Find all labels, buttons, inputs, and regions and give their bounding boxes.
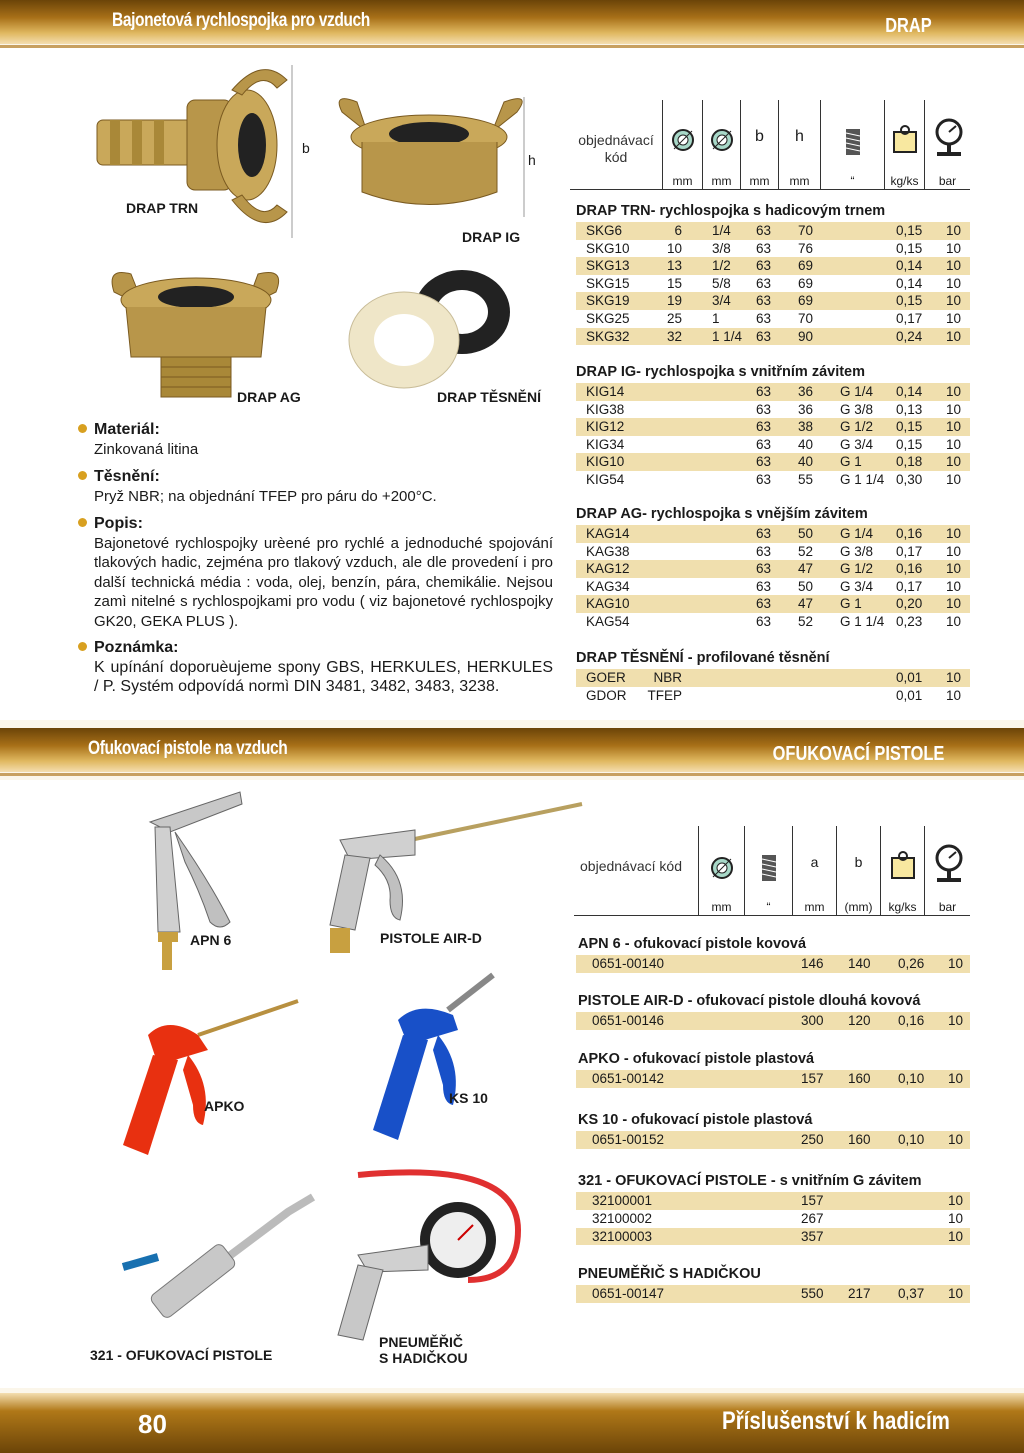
- table-row: [576, 613, 970, 631]
- table2-section-title: APN 6 - ofukovací pistole kovová: [578, 936, 807, 952]
- desc-heading: Popis:: [78, 514, 553, 534]
- desc-seal: [78, 467, 553, 506]
- table-cell: G 1/4: [840, 384, 874, 399]
- table1-section-title: DRAP AG- rychlospojka s vnějším závitem: [576, 506, 868, 522]
- table-cell: 120: [848, 1013, 871, 1028]
- unit-label: (mm): [844, 900, 873, 914]
- table-cell: KAG14: [586, 526, 630, 541]
- order-code-label: objednávací kód: [580, 858, 682, 874]
- table-cell: SKG25: [586, 311, 630, 326]
- table-cell: 10: [948, 1286, 964, 1301]
- table-row: [576, 1070, 970, 1088]
- table-row: [576, 595, 970, 613]
- table-cell: 70: [798, 223, 814, 238]
- table-cell: 13: [666, 258, 682, 274]
- desc-material: [78, 420, 553, 459]
- table-cell: 300: [801, 1013, 824, 1028]
- table-cell: 0,14: [896, 258, 923, 274]
- table-cell: 15: [666, 275, 682, 291]
- outer-diameter-icon: [671, 128, 695, 152]
- table-cell: 10: [946, 472, 962, 487]
- table-cell: 160: [848, 1132, 871, 1147]
- caption-drap-ag: DRAP AG: [237, 389, 301, 405]
- section-title: Bajonetová rychlospojka pro vzduch: [112, 10, 370, 31]
- caption-ks10: KS 10: [449, 1090, 488, 1106]
- desc-heading: Těsnění:: [78, 467, 553, 487]
- table-cell: 10: [946, 223, 962, 238]
- drap-ag-image: [106, 262, 286, 402]
- col-pressure: [924, 826, 970, 916]
- table-row: [576, 1228, 970, 1246]
- table-cell: 146: [801, 956, 824, 971]
- table-cell: 0,15: [896, 240, 923, 256]
- desc-text: Zinkovaná litina: [94, 440, 199, 458]
- table-cell: G 1: [840, 454, 862, 470]
- brand-title: DRAP: [885, 15, 932, 37]
- table-cell: 3/8: [712, 240, 731, 256]
- table-cell: 217: [848, 1286, 871, 1301]
- table2-section-title: APKO - ofukovací pistole plastová: [578, 1051, 815, 1067]
- table-cell: 1/2: [712, 258, 731, 274]
- b-label: b: [854, 854, 863, 870]
- table-cell: 10: [946, 543, 962, 559]
- table-cell: 357: [801, 1228, 824, 1244]
- table-cell: 0,16: [898, 1013, 925, 1028]
- table-cell: 140: [848, 956, 871, 971]
- unit-label: “: [766, 900, 771, 914]
- footer-title: Příslušenství k hadicím: [722, 1407, 950, 1435]
- table-row: [576, 310, 970, 328]
- table-row: [576, 525, 970, 543]
- table-cell: 10: [946, 596, 962, 612]
- caption-drap-ig: DRAP IG: [462, 229, 521, 245]
- table-cell: GOER: [586, 670, 626, 685]
- table-cell: GDOR: [586, 687, 627, 703]
- caption-apko: APKO: [204, 1098, 245, 1114]
- table-cell: 69: [798, 258, 814, 274]
- table-cell: G 3/4: [840, 436, 874, 452]
- apko-image: [118, 995, 303, 1160]
- table-cell: 10: [946, 526, 962, 541]
- table-cell: 63: [756, 275, 772, 291]
- table-cell: 63: [756, 436, 772, 452]
- table-cell: 69: [798, 275, 814, 291]
- unit-label: mm: [804, 900, 825, 914]
- table-cell: 90: [798, 328, 814, 344]
- table-row: [576, 471, 970, 489]
- table-cell: SKG19: [586, 293, 630, 309]
- table1-header: [570, 100, 970, 190]
- table-cell: 10: [666, 240, 682, 256]
- table-row: [576, 328, 970, 346]
- table1-section-title: DRAP TRN- rychlospojka s hadicovým trnem: [576, 203, 886, 219]
- table-cell: G 1/4: [840, 526, 874, 541]
- col-thread: [744, 826, 792, 916]
- table-row: [576, 401, 970, 419]
- pressure-gauge-icon: [934, 844, 964, 884]
- desc-text: K upínání doporuèujeme spony GBS, HERKULES, HERKULES / P. Systém odpovídá normì DIN 3481, 3482, 3483, 3238.: [94, 658, 553, 695]
- caption-apn6: APN 6: [190, 932, 232, 948]
- table-cell: 0,17: [896, 543, 923, 559]
- table-cell: 10: [946, 384, 962, 399]
- table-row: [576, 240, 970, 258]
- table-cell: 0,15: [896, 293, 923, 309]
- table-cell: 38: [798, 419, 814, 435]
- table-cell: 10: [946, 401, 962, 417]
- table-cell: 267: [801, 1210, 824, 1226]
- caption-pistole-air-d: PISTOLE AIR-D: [380, 930, 482, 946]
- table-cell: 0,15: [896, 223, 923, 238]
- h-label: h: [795, 128, 804, 145]
- table-cell: 55: [798, 472, 814, 487]
- table-row: [576, 275, 970, 293]
- col-pressure: [924, 100, 970, 190]
- table-cell: 0,17: [896, 578, 923, 594]
- table-cell: 0,15: [896, 436, 923, 452]
- table-cell: 63: [756, 596, 772, 612]
- table-cell: 10: [948, 1193, 964, 1208]
- unit-label: kg/ks: [890, 174, 919, 188]
- table-cell: TFEP: [647, 687, 682, 703]
- table-cell: 0651-00147: [592, 1286, 665, 1301]
- table-cell: 63: [756, 223, 772, 238]
- inner-diameter-icon: [710, 128, 734, 152]
- unit-label: mm: [749, 174, 770, 188]
- table-cell: 10: [946, 275, 962, 291]
- desc-note: [78, 638, 553, 697]
- table-cell: 63: [756, 384, 772, 399]
- outer-diameter-icon: [710, 856, 734, 880]
- table-cell: 0,24: [896, 328, 923, 344]
- table-cell: 50: [798, 526, 814, 541]
- table-cell: KAG10: [586, 596, 630, 612]
- page-footer: [0, 1393, 1024, 1453]
- unit-label: bar: [938, 900, 957, 914]
- table-row: [576, 669, 970, 687]
- table-cell: 3/4: [712, 293, 731, 309]
- table-cell: 10: [946, 561, 962, 577]
- table-cell: 10: [946, 419, 962, 435]
- table-cell: NBR: [653, 670, 682, 685]
- table-cell: 0,20: [896, 596, 923, 612]
- table-cell: 0,01: [896, 687, 923, 703]
- table-cell: 10: [948, 1013, 964, 1028]
- desc-text: Pryž NBR; na objednání TFEP pro páru do +200°C.: [94, 487, 437, 505]
- table-cell: 160: [848, 1071, 871, 1086]
- table-row: [576, 578, 970, 596]
- table-cell: KIG54: [586, 472, 625, 487]
- col-inner-dia: [702, 100, 740, 190]
- table-cell: KAG54: [586, 614, 630, 629]
- table-cell: 10: [946, 311, 962, 326]
- table-cell: 10: [946, 670, 962, 685]
- top-section-banner: [0, 0, 1024, 44]
- table-cell: 10: [948, 1132, 964, 1147]
- drap-ig-image: [332, 92, 532, 222]
- table-cell: SKG32: [586, 328, 630, 344]
- table1-section-title: DRAP TĚSNĚNÍ - profilované těsnění: [576, 650, 830, 666]
- table-cell: 63: [756, 258, 772, 274]
- unit-label: mm: [789, 174, 810, 188]
- table-cell: KIG34: [586, 436, 625, 452]
- caption-drap-tesneni: DRAP TĚSNĚNÍ: [437, 389, 541, 405]
- unit-label: mm: [711, 174, 732, 188]
- col-weight: [884, 100, 924, 190]
- table-cell: 0,15: [896, 419, 923, 435]
- table-row: [576, 383, 970, 401]
- table-cell: 0,01: [896, 670, 923, 685]
- table-row: [576, 292, 970, 310]
- unit-label: bar: [938, 174, 957, 188]
- table-cell: 63: [756, 401, 772, 417]
- col-a: [792, 826, 836, 916]
- table-cell: 0651-00152: [592, 1132, 665, 1147]
- table-cell: 10: [946, 614, 962, 629]
- caption-drap-trn: DRAP TRN: [126, 200, 199, 216]
- table-cell: 32100003: [592, 1228, 653, 1244]
- table-cell: 0,37: [898, 1286, 925, 1301]
- table-cell: 36: [798, 384, 814, 399]
- col-weight: [880, 826, 924, 916]
- table-cell: 63: [756, 614, 772, 629]
- table-cell: 157: [801, 1193, 824, 1208]
- table2-header: [574, 826, 970, 916]
- col-outer-dia: [698, 826, 744, 916]
- table-cell: 0,14: [896, 275, 923, 291]
- table-cell: SKG10: [586, 240, 630, 256]
- caption-321: 321 - OFUKOVACÍ PISTOLE: [90, 1347, 273, 1363]
- table-row: [576, 257, 970, 275]
- table-cell: 550: [801, 1286, 824, 1301]
- table-cell: SKG13: [586, 258, 630, 274]
- table-cell: G 1/2: [840, 419, 874, 435]
- table-cell: 10: [948, 1228, 964, 1244]
- table-cell: 10: [946, 240, 962, 256]
- table-cell: G 1 1/4: [840, 472, 885, 487]
- table-row: [576, 1131, 970, 1149]
- table-cell: KIG14: [586, 384, 625, 399]
- table-cell: 63: [756, 293, 772, 309]
- desc-popis: [78, 514, 553, 631]
- desc-heading: Poznámka:: [78, 638, 553, 658]
- drap-trn-image: [92, 60, 307, 245]
- table-cell: G 1/2: [840, 561, 874, 577]
- thread-icon: [761, 854, 777, 882]
- table-cell: 63: [756, 578, 772, 594]
- pistol-321-image: [118, 1192, 318, 1342]
- pressure-gauge-icon: [934, 118, 964, 158]
- pneumeric-image: [318, 1160, 533, 1350]
- table-row: [576, 453, 970, 471]
- table-row: [576, 687, 970, 705]
- table-cell: 63: [756, 240, 772, 256]
- table-cell: 10: [948, 1210, 964, 1226]
- table-row: [576, 1192, 970, 1210]
- table-cell: 36: [798, 401, 814, 417]
- table-row: [576, 436, 970, 454]
- drap-tesneni-image: [344, 262, 514, 392]
- table-cell: 10: [946, 436, 962, 452]
- table-cell: 10: [946, 293, 962, 309]
- table-row: [576, 222, 970, 240]
- table-row: [576, 1285, 970, 1303]
- table-cell: G 3/8: [840, 543, 874, 559]
- table2-section-title: 321 - OFUKOVACÍ PISTOLE - s vnitřním G závitem: [578, 1173, 922, 1189]
- ks10-image: [368, 970, 498, 1150]
- table-cell: 10: [946, 328, 962, 344]
- thread-icon: [845, 128, 861, 156]
- weight-icon: [892, 124, 918, 154]
- table-cell: KAG38: [586, 543, 630, 559]
- table-cell: SKG15: [586, 275, 630, 291]
- table-row: [576, 543, 970, 561]
- section-title-right: OFUKOVACÍ PISTOLE: [772, 743, 944, 765]
- table-cell: 0,18: [896, 454, 923, 470]
- table-cell: 10: [946, 454, 962, 470]
- table-cell: 0,17: [896, 311, 923, 326]
- table-row: [576, 1210, 970, 1228]
- table-cell: 63: [756, 561, 772, 577]
- table-cell: KAG12: [586, 561, 630, 577]
- table-cell: 40: [798, 436, 814, 452]
- table-cell: 6: [674, 223, 682, 238]
- table-cell: G 3/8: [840, 401, 874, 417]
- dim-h-label: h: [528, 152, 536, 168]
- table-cell: SKG6: [586, 223, 623, 238]
- table-cell: KIG38: [586, 401, 625, 417]
- table-cell: 0,23: [896, 614, 923, 629]
- table-cell: 0,14: [896, 384, 923, 399]
- col-b: [836, 826, 880, 916]
- section-title: Ofukovací pistole na vzduch: [88, 738, 288, 759]
- unit-label: kg/ks: [888, 900, 917, 914]
- table-cell: 0651-00142: [592, 1071, 665, 1086]
- table-cell: 10: [946, 258, 962, 274]
- table-cell: G 1 1/4: [840, 614, 885, 629]
- table-cell: 0,13: [896, 401, 923, 417]
- table-cell: 19: [666, 293, 682, 309]
- a-label: a: [810, 854, 819, 870]
- table-row: [576, 560, 970, 578]
- table-row: [576, 955, 970, 973]
- table-cell: 63: [756, 526, 772, 541]
- col-thread: [820, 100, 884, 190]
- dim-b-label: b: [302, 140, 310, 156]
- table-cell: 157: [801, 1071, 824, 1086]
- table-cell: 0,10: [898, 1132, 925, 1147]
- table-cell: 0651-00146: [592, 1013, 665, 1028]
- table-cell: 0,10: [898, 1071, 925, 1086]
- table-row: [576, 418, 970, 436]
- table-cell: 52: [798, 614, 814, 629]
- table-cell: 50: [798, 578, 814, 594]
- unit-label: “: [850, 174, 855, 188]
- order-code-label: objednávací kód: [578, 132, 654, 165]
- table-cell: 0,30: [896, 472, 923, 487]
- table-cell: 47: [798, 596, 814, 612]
- col-b: [740, 100, 778, 190]
- unit-label: mm: [672, 174, 693, 188]
- caption-pneumeric-2: S HADIČKOU: [379, 1350, 468, 1366]
- col-outer-dia: [662, 100, 702, 190]
- table-cell: 63: [756, 328, 772, 344]
- table-cell: 0,16: [896, 561, 923, 577]
- table1-section-title: DRAP IG- rychlospojka s vnitřním závitem: [576, 364, 866, 380]
- page-number: 80: [138, 1409, 167, 1439]
- table-cell: 10: [948, 956, 964, 971]
- table-cell: G 3/4: [840, 578, 874, 594]
- table-cell: 250: [801, 1132, 824, 1147]
- table-cell: 25: [666, 311, 682, 326]
- table-cell: KAG34: [586, 578, 630, 594]
- table-cell: 0,26: [898, 956, 925, 971]
- table-cell: 63: [756, 472, 772, 487]
- table-cell: 32100001: [592, 1193, 653, 1208]
- table-row: [576, 1012, 970, 1030]
- table-cell: 63: [756, 419, 772, 435]
- table2-section-title: PISTOLE AIR-D - ofukovací pistole dlouhá kovová: [578, 993, 921, 1009]
- table-cell: 1 1/4: [712, 328, 743, 344]
- table-cell: 32: [666, 328, 682, 344]
- mid-section-banner: [0, 728, 1024, 772]
- table-cell: 1/4: [712, 223, 731, 238]
- table-cell: 32100002: [592, 1210, 653, 1226]
- table-cell: 69: [798, 293, 814, 309]
- table-cell: 10: [946, 578, 962, 594]
- desc-text: Bajonetové rychlospojky urèené pro rychlé a jednoduché spojování tlakových hadic, zejména pro tlakový vzduch, ale dle provedení i pro další technická média : voda, olej, benzín, pára, chemikálie. Nejsou zamì nitelné s rychlospojkami pro vodu ( viz bajonetové rychlospojky GK20, GEKA PLUS ).: [94, 534, 553, 630]
- table-cell: 40: [798, 454, 814, 470]
- table-cell: 1: [712, 311, 720, 326]
- table-cell: 0,16: [896, 526, 923, 541]
- table-cell: 52: [798, 543, 814, 559]
- table-cell: 10: [948, 1071, 964, 1086]
- desc-heading: Materiál:: [78, 420, 553, 440]
- table-cell: 63: [756, 454, 772, 470]
- table-cell: 63: [756, 543, 772, 559]
- unit-label: mm: [711, 900, 732, 914]
- col-h: [778, 100, 820, 190]
- table-cell: KIG10: [586, 454, 625, 470]
- table-cell: 76: [798, 240, 814, 256]
- table-cell: 5/8: [712, 275, 731, 291]
- table-cell: 0651-00140: [592, 956, 665, 971]
- table-cell: 10: [946, 687, 962, 703]
- table-cell: 63: [756, 311, 772, 326]
- table-cell: G 1: [840, 596, 862, 612]
- table-cell: 47: [798, 561, 814, 577]
- table-cell: 70: [798, 311, 814, 326]
- weight-icon: [890, 850, 916, 880]
- table2-section-title: PNEUMĚŘIČ S HADIČKOU: [578, 1266, 761, 1282]
- table2-section-title: KS 10 - ofukovací pistole plastová: [578, 1112, 813, 1128]
- caption-pneumeric-1: PNEUMĚŘIČ: [379, 1334, 464, 1350]
- table-cell: KIG12: [586, 419, 625, 435]
- b-label: b: [755, 128, 764, 145]
